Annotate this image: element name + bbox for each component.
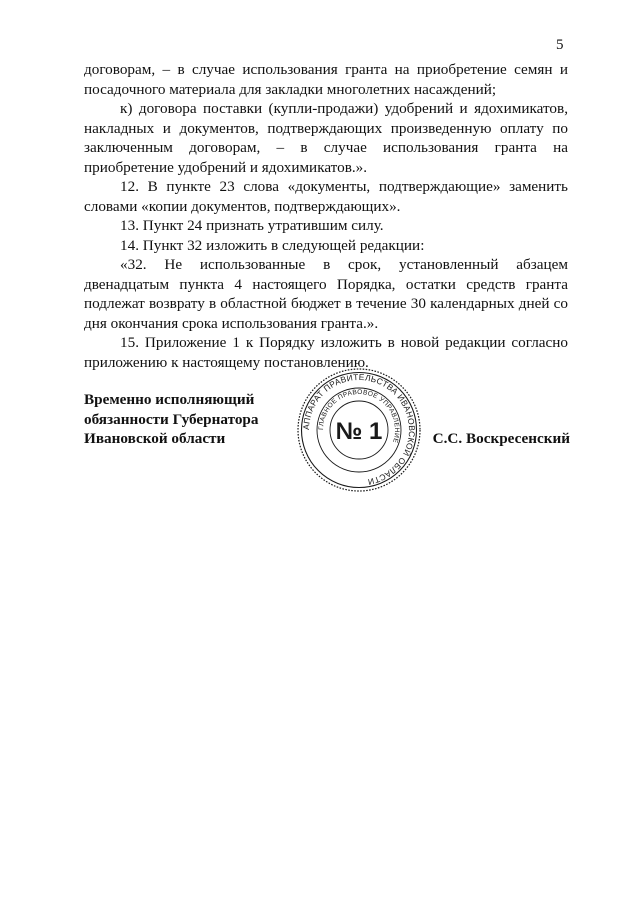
- seal-center-text: № 1: [335, 418, 383, 445]
- body-paragraph: договорам, – в случае использования гранта на приобретение семян и посадочного материала для закладки многолетних насаждений;: [84, 61, 568, 98]
- body-paragraph: 13. Пункт 24 признать утратившим силу.: [120, 217, 384, 234]
- body-paragraph: «32. Не использованные в срок, установленный абзацем двенадцатым пункта 4 настоящего Порядка, остатки средств гранта подлежат возврату в областной бюджет в течение 30 календарных дней со дня окончания срока использования гранта.».: [84, 256, 568, 332]
- body-paragraph: 14. Пункт 32 изложить в следующей редакции:: [120, 236, 425, 254]
- signatory-name: С.С. Воскресенский: [432, 430, 570, 447]
- document-body: [84, 60, 568, 372]
- signatory-position-line: Ивановской области: [84, 430, 226, 447]
- seal-ring-text: АППАРАТ ПРАВИТЕЛЬСТВА ИВАНОВСКОЙ ОБЛАСТИ: [300, 371, 418, 488]
- signatory-position: [84, 390, 304, 449]
- seal-inner-text: ГЛАВНОЕ ПРАВОВОЕ УПРАВЛЕНИЕ: [317, 388, 401, 444]
- body-paragraph: 12. В пункте 23 слова «документы, подтверждающие» заменить словами «копии документов, подтверждающих».: [84, 178, 568, 215]
- signatory-position-line: Временно исполняющий: [84, 391, 255, 408]
- signatory-position-line: обязанности Губернатора: [84, 410, 259, 428]
- page-number: 5: [556, 37, 564, 53]
- body-paragraph: 15. Приложение 1 к Порядку изложить в новой редакции согласно приложению к настоящему постановлению.: [84, 334, 568, 371]
- body-paragraph: к) договора поставки (купли-продажи) удобрений и ядохимикатов, накладных и документов, подтверждающих произведенную оплату по заключенным договорам, – в случае использования гранта на приобретение удобрений и ядохимикатов.».: [84, 100, 568, 176]
